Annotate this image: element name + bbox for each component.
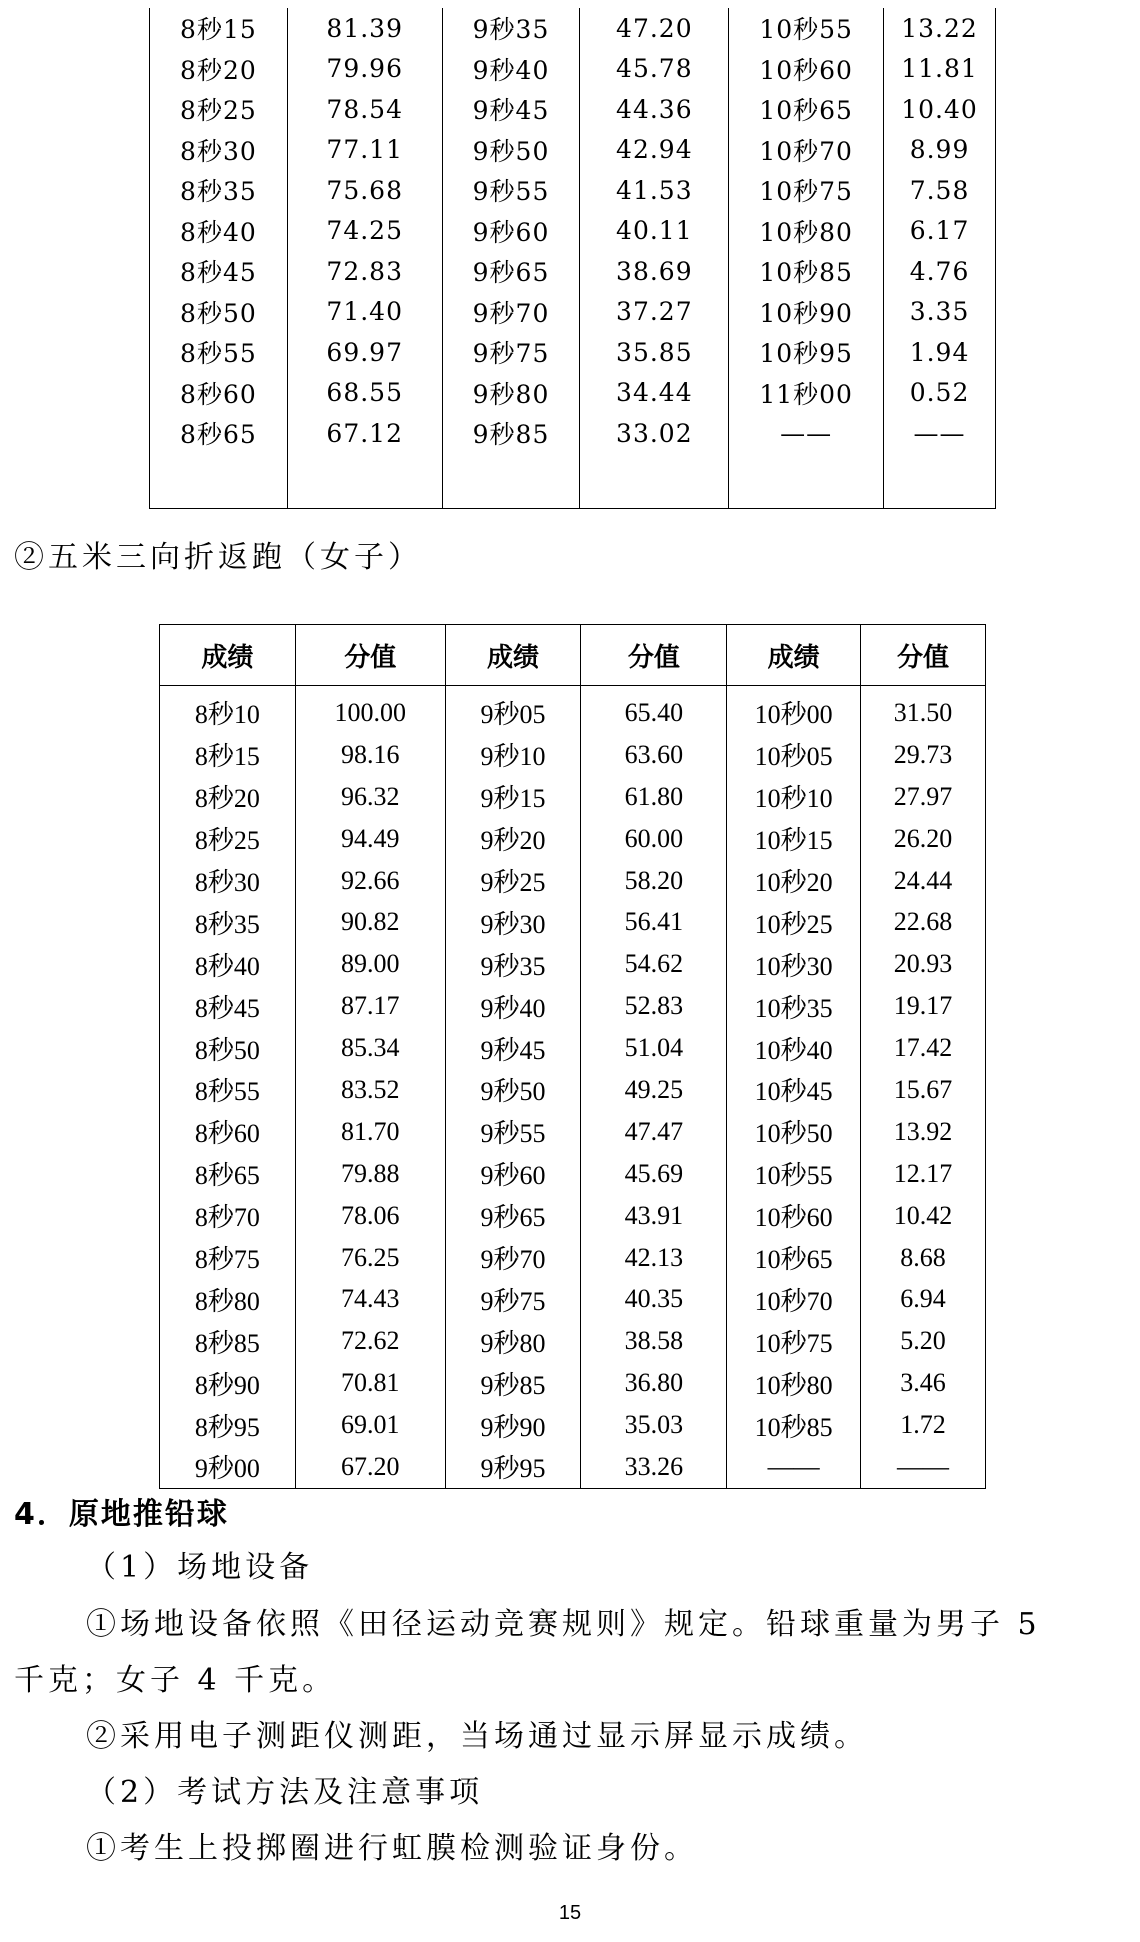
table-padding-row [150,454,996,509]
points-cell: 45.78 [580,49,729,90]
table-row [160,1111,986,1153]
points-cell: 79.88 [295,1153,445,1195]
score-cell: 8秒10 [160,686,296,734]
score-cell: 10秒50 [727,1111,861,1153]
empty-cell [442,454,580,509]
score-cell: 9秒90 [445,1404,581,1446]
points-cell: 96.32 [295,776,445,818]
points-cell: 35.85 [580,332,729,373]
score-cell: 9秒55 [445,1111,581,1153]
table-row [150,8,996,49]
table2-body [160,686,986,1489]
points-cell: 51.04 [581,1027,727,1069]
table-row [160,1404,986,1446]
points-cell: 43.91 [581,1195,727,1237]
header-score: 成绩 [727,625,861,686]
table-row [160,776,986,818]
points-cell: 77.11 [287,130,442,171]
female-shuttle-run-score-table [159,624,986,1489]
empty-cell [150,454,288,509]
points-cell: 3.46 [861,1362,986,1404]
score-cell: 9秒70 [442,292,580,333]
score-cell: 9秒35 [442,8,580,49]
score-cell: 9秒80 [442,373,580,414]
points-cell: 75.68 [287,170,442,211]
empty-cell [580,454,729,509]
score-cell: 8秒40 [150,211,288,252]
points-cell: 29.73 [861,734,986,776]
score-cell: 9秒00 [160,1446,296,1488]
score-cell: 9秒50 [445,1069,581,1111]
points-cell: 42.13 [581,1237,727,1279]
score-cell: 8秒30 [150,130,288,171]
points-cell: 34.44 [580,373,729,414]
table-row [150,251,996,292]
male-shuttle-run-score-table-continued [149,8,996,509]
score-cell: 10秒70 [727,1278,861,1320]
score-cell: 8秒90 [160,1362,296,1404]
score-cell: 10秒20 [727,860,861,902]
score-cell: 8秒30 [160,860,296,902]
score-cell: 8秒60 [160,1111,296,1153]
score-cell: 9秒95 [445,1446,581,1488]
table-row [150,130,996,171]
points-cell: 33.02 [580,413,729,454]
points-cell: 98.16 [295,734,445,776]
score-cell: 10秒30 [727,943,861,985]
score-cell: 9秒75 [442,332,580,373]
points-cell: 17.42 [861,1027,986,1069]
points-cell: 10.40 [884,89,996,130]
points-cell: 81.70 [295,1111,445,1153]
points-cell: 74.25 [287,211,442,252]
points-cell: 4.76 [884,251,996,292]
points-cell: 54.62 [581,943,727,985]
points-cell: 20.93 [861,943,986,985]
score-cell: 9秒80 [445,1320,581,1362]
points-cell: 33.26 [581,1446,727,1488]
points-cell: 78.06 [295,1195,445,1237]
venue-equipment-para-line2: 千克；女子 4 千克。 [14,1663,337,1698]
table-row [150,373,996,414]
score-cell: —— [729,413,884,454]
table1-body [150,8,996,508]
points-cell: 100.00 [295,686,445,734]
empty-cell [884,454,996,509]
score-cell: 9秒70 [445,1237,581,1279]
points-cell: 8.68 [861,1237,986,1279]
score-cell: 10秒60 [729,49,884,90]
score-cell: 8秒65 [160,1153,296,1195]
table-row [160,1237,986,1279]
points-cell: 70.81 [295,1362,445,1404]
score-cell: 9秒35 [445,943,581,985]
score-cell: 10秒75 [729,170,884,211]
table-row [160,1153,986,1195]
table-row [150,49,996,90]
points-cell: 83.52 [295,1069,445,1111]
score-cell: 8秒95 [160,1404,296,1446]
table-row [160,1027,986,1069]
score-cell: 10秒05 [727,734,861,776]
score-cell: 9秒30 [445,901,581,943]
score-cell: 8秒45 [160,985,296,1027]
score-cell: 8秒50 [150,292,288,333]
table-row [160,901,986,943]
points-cell: 40.35 [581,1278,727,1320]
score-cell: 10秒60 [727,1195,861,1237]
points-cell: 69.97 [287,332,442,373]
table-row [150,413,996,454]
points-cell: 15.67 [861,1069,986,1111]
points-cell: 61.80 [581,776,727,818]
points-cell: 1.72 [861,1404,986,1446]
venue-equipment-subheading: （1）场地设备 [86,1550,314,1585]
empty-cell [287,454,442,509]
score-cell: 8秒65 [150,413,288,454]
table-row [160,1320,986,1362]
score-cell: 9秒65 [442,251,580,292]
table-row [150,211,996,252]
score-cell: 9秒05 [445,686,581,734]
points-cell: 3.35 [884,292,996,333]
score-cell: 10秒70 [729,130,884,171]
score-cell: 8秒85 [160,1320,296,1362]
header-score: 成绩 [445,625,581,686]
table-row [160,1362,986,1404]
score-cell: —— [727,1446,861,1488]
table-row [150,292,996,333]
score-cell: 8秒60 [150,373,288,414]
points-cell: 69.01 [295,1404,445,1446]
points-cell: 6.94 [861,1278,986,1320]
points-cell: 11.81 [884,49,996,90]
score-cell: 8秒75 [160,1237,296,1279]
table-row [160,686,986,734]
score-cell: 9秒85 [445,1362,581,1404]
score-cell: 10秒25 [727,901,861,943]
score-cell: 8秒20 [150,49,288,90]
score-cell: 10秒35 [727,985,861,1027]
table-row [160,1278,986,1320]
score-cell: 9秒50 [442,130,580,171]
score-cell: 10秒55 [729,8,884,49]
score-cell: 10秒80 [727,1362,861,1404]
score-cell: 8秒25 [160,818,296,860]
points-cell: 35.03 [581,1404,727,1446]
points-cell: 92.66 [295,860,445,902]
score-cell: 8秒45 [150,251,288,292]
points-cell: 7.58 [884,170,996,211]
table-row [160,818,986,860]
points-cell: 26.20 [861,818,986,860]
points-cell: 40.11 [580,211,729,252]
score-cell: 10秒65 [729,89,884,130]
points-cell: 10.42 [861,1195,986,1237]
score-cell: 8秒55 [150,332,288,373]
score-cell: 10秒45 [727,1069,861,1111]
score-cell: 8秒20 [160,776,296,818]
points-cell: 56.41 [581,901,727,943]
table-row [160,1446,986,1488]
points-cell: 90.82 [295,901,445,943]
points-cell: 27.97 [861,776,986,818]
table-row [160,985,986,1027]
points-cell: 63.60 [581,734,727,776]
score-cell: 10秒00 [727,686,861,734]
score-cell: 8秒80 [160,1278,296,1320]
score-cell: 10秒10 [727,776,861,818]
points-cell: 94.49 [295,818,445,860]
score-cell: 9秒85 [442,413,580,454]
points-cell: 89.00 [295,943,445,985]
score-cell: 8秒55 [160,1069,296,1111]
table-row [160,943,986,985]
points-cell: 38.58 [581,1320,727,1362]
points-cell: 38.69 [580,251,729,292]
exam-method-subheading: （2）考试方法及注意事项 [86,1775,484,1810]
points-cell: 58.20 [581,860,727,902]
points-cell: 60.00 [581,818,727,860]
score-cell: 10秒85 [729,251,884,292]
points-cell: 47.47 [581,1111,727,1153]
points-cell: 49.25 [581,1069,727,1111]
points-cell: 78.54 [287,89,442,130]
header-points: 分值 [861,625,986,686]
points-cell: 52.83 [581,985,727,1027]
points-cell: 87.17 [295,985,445,1027]
score-cell: 8秒25 [150,89,288,130]
score-cell: 10秒90 [729,292,884,333]
score-cell: 11秒00 [729,373,884,414]
table2-header-row [160,625,986,686]
score-cell: 9秒15 [445,776,581,818]
score-cell: 10秒85 [727,1404,861,1446]
points-cell: 31.50 [861,686,986,734]
table-row [160,860,986,902]
score-cell: 9秒65 [445,1195,581,1237]
score-cell: 10秒40 [727,1027,861,1069]
score-cell: 9秒45 [442,89,580,130]
points-cell: 37.27 [580,292,729,333]
empty-cell [729,454,884,509]
table-row [150,89,996,130]
page-number: 15 [558,1902,582,1924]
points-cell: 6.17 [884,211,996,252]
score-cell: 9秒45 [445,1027,581,1069]
table-row [150,332,996,373]
score-cell: 8秒35 [160,901,296,943]
points-cell: 22.68 [861,901,986,943]
points-cell: 1.94 [884,332,996,373]
score-cell: 9秒60 [445,1153,581,1195]
points-cell: 67.12 [287,413,442,454]
score-cell: 9秒40 [445,985,581,1027]
score-cell: 10秒65 [727,1237,861,1279]
score-cell: 8秒50 [160,1027,296,1069]
points-cell: 36.80 [581,1362,727,1404]
score-cell: 8秒15 [150,8,288,49]
points-cell: 81.39 [287,8,442,49]
table-row [160,1195,986,1237]
section-title-female-shuttle-run: ②五米三向折返跑（女子） [14,540,422,575]
points-cell: 72.62 [295,1320,445,1362]
points-cell: 5.20 [861,1320,986,1362]
points-cell: 47.20 [580,8,729,49]
points-cell: 76.25 [295,1237,445,1279]
points-cell: 68.55 [287,373,442,414]
score-cell: 10秒80 [729,211,884,252]
venue-equipment-para-line1: ①场地设备依照《田径运动竞赛规则》规定。铅球重量为男子 5 [86,1607,1041,1642]
table-row [150,170,996,211]
points-cell: —— [861,1446,986,1488]
score-cell: 9秒55 [442,170,580,211]
score-cell: 8秒40 [160,943,296,985]
points-cell: 42.94 [580,130,729,171]
points-cell: 85.34 [295,1027,445,1069]
score-cell: 10秒15 [727,818,861,860]
score-cell: 9秒25 [445,860,581,902]
header-points: 分值 [581,625,727,686]
points-cell: 65.40 [581,686,727,734]
points-cell: 44.36 [580,89,729,130]
score-cell: 9秒20 [445,818,581,860]
score-cell: 9秒40 [442,49,580,90]
points-cell: 74.43 [295,1278,445,1320]
shot-put-heading: 4．原地推铅球 [14,1497,229,1532]
points-cell: 41.53 [580,170,729,211]
score-cell: 10秒95 [729,332,884,373]
points-cell: 13.92 [861,1111,986,1153]
score-cell: 9秒10 [445,734,581,776]
points-cell: 8.99 [884,130,996,171]
table-row [160,1069,986,1111]
score-cell: 8秒70 [160,1195,296,1237]
header-score: 成绩 [160,625,296,686]
points-cell: 72.83 [287,251,442,292]
identity-verification-para: ①考生上投掷圈进行虹膜检测验证身份。 [86,1831,698,1866]
points-cell: 24.44 [861,860,986,902]
points-cell: —— [884,413,996,454]
score-cell: 9秒60 [442,211,580,252]
table-row [160,734,986,776]
points-cell: 19.17 [861,985,986,1027]
score-cell: 8秒35 [150,170,288,211]
points-cell: 12.17 [861,1153,986,1195]
points-cell: 79.96 [287,49,442,90]
points-cell: 45.69 [581,1153,727,1195]
points-cell: 13.22 [884,8,996,49]
score-cell: 9秒75 [445,1278,581,1320]
points-cell: 71.40 [287,292,442,333]
header-points: 分值 [295,625,445,686]
score-cell: 10秒55 [727,1153,861,1195]
score-cell: 8秒15 [160,734,296,776]
points-cell: 67.20 [295,1446,445,1488]
points-cell: 0.52 [884,373,996,414]
score-cell: 10秒75 [727,1320,861,1362]
distance-measurement-para: ②采用电子测距仪测距，当场通过显示屏显示成绩。 [86,1719,868,1754]
